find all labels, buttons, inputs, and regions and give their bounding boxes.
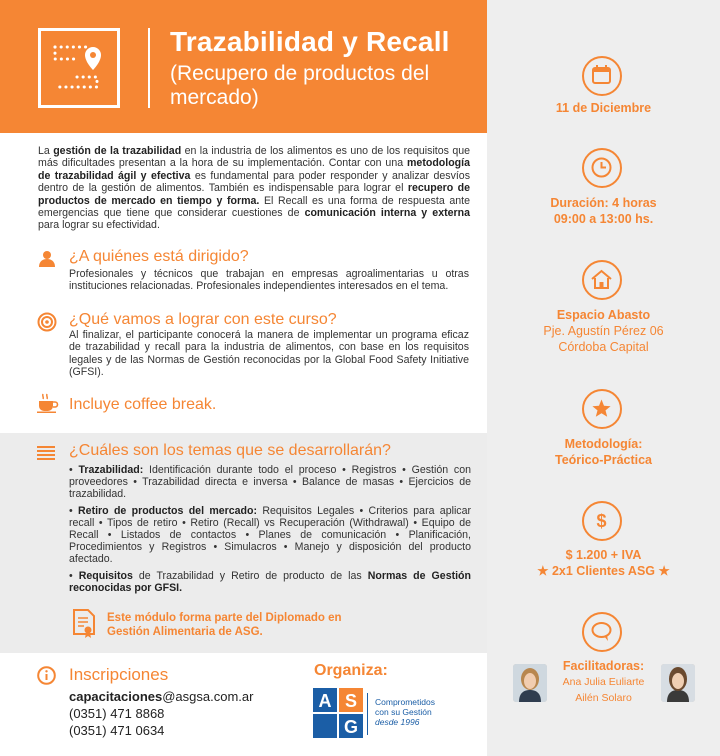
target-icon: [37, 312, 57, 332]
event-date: 11 de Diciembre: [555, 101, 652, 115]
coffee-break-note: Incluye coffee break.: [69, 396, 217, 413]
contact-phone-1[interactable]: (0351) 471 8868: [69, 706, 165, 721]
event-price: $ 1.200 + IVA ★ 2x1 Clientes ASG ★: [537, 548, 670, 578]
goal-body: Al finalizar, el participante conocerá la manera de implementar un programa eficaz de trazabilidad y recall para la industria de alimentos, con base en los requisitos legales y de las Normas de Gestión reconocidas por la Global Food Safety Initiative (GFSI).: [69, 329, 469, 379]
event-methodology: Metodología: Teórico-Práctica: [554, 437, 653, 467]
home-icon: [582, 260, 622, 300]
person-icon: [38, 250, 56, 268]
chat-icon: [582, 612, 622, 652]
info-sidebar: [487, 0, 720, 756]
facilitator-1-avatar: [513, 664, 547, 702]
asg-divider: [367, 693, 368, 735]
facilitator-2-avatar: [661, 664, 695, 702]
list-icon: [37, 446, 55, 460]
dollar-icon: [582, 501, 622, 541]
route-icon: [38, 28, 120, 108]
clock-icon: [582, 148, 622, 188]
info-icon: [37, 666, 56, 685]
diploma-note: Este módulo forma parte del Diplomado en Gestión Alimentaria de ASG.: [107, 612, 342, 638]
audience-title: ¿A quiénes está dirigido?: [69, 248, 249, 265]
audience-body: Profesionales y técnicos que trabajan en empresas agroalimentarias u otras instituciones relacionadas. Profesionales independientes interesados en el tema.: [69, 268, 469, 293]
event-venue: Espacio Abasto Pje. Agustín Pérez 06 Córdoba Capital: [543, 308, 664, 354]
inscripciones-title: Inscripciones: [69, 665, 169, 684]
facilitators: Facilitadoras: Ana Julia Euliarte Ailén Solaro: [562, 659, 645, 704]
asg-logo: [313, 688, 365, 740]
header-banner: [0, 0, 487, 133]
topic-item: • Trazabilidad: Identificación durante todo el proceso • Registros • Gestión con proveedores • Trazabilidad directa e inversa • Balance de masas • Ejercicios de trazabilidad.: [69, 464, 471, 501]
asg-tagline: Comprometidos con su Gestión desde 1996: [375, 697, 435, 727]
contact-phone-2[interactable]: (0351) 471 0634: [69, 723, 165, 738]
topics-list: [69, 464, 471, 598]
goal-title: ¿Qué vamos a lograr con este curso?: [69, 311, 337, 328]
calendar-icon: [582, 56, 622, 96]
topics-title: ¿Cuáles son los temas que se desarrollarán?: [69, 442, 391, 459]
organiza-label: Organiza:: [314, 662, 388, 679]
coffee-icon: [37, 393, 59, 413]
intro-paragraph: La gestión de la trazabilidad en la industria de los alimentos es uno de los requisitos que más dificultades presentan a la hora de su implementación. Contar con una metodología de trazabilidad ágil y efectiva es fundamental para poder responder y analizar desvíos dentro de la gestión de alimentos. También es indispensable para lograr el recupero de productos de mercado en tiempo y forma. El Recall es una forma de respuesta ante emergencias que tiene que considerar cuestiones de comunicación interna y externa para lograr su efectividad.: [38, 145, 471, 232]
certificate-icon: [72, 608, 96, 638]
topic-item: • Retiro de productos del mercado: Requisitos Legales • Criterios para aplicar recall • Tipos de retiro • Retiro (Recall) vs Recuperación (Withdrawal) • Equipo de Recall • Listados de contactos • Planes de comunicación • Planificación, Procedimientos y Registros • Simulacros • Manejo y disposición del producto afectado.: [69, 504, 472, 566]
event-duration: Duración: 4 horas 09:00 a 13:00 hs.: [550, 196, 657, 226]
contact-email[interactable]: capacitaciones@asgsa.com.ar: [69, 689, 254, 704]
asg-letter: S: [344, 691, 358, 711]
page-subtitle: (Recupero de productos del mercado): [170, 62, 430, 109]
svg-text:$: $: [596, 511, 607, 531]
header-divider: [148, 28, 150, 108]
star-icon: [582, 389, 622, 429]
asg-letter: G: [343, 717, 359, 737]
topic-item: • Requisitos de Trazabilidad y Retiro de producto de las Normas de Gestión reconocidas por GFSI.: [69, 569, 471, 594]
asg-letter: A: [318, 691, 332, 711]
page-title: Trazabilidad y Recall: [170, 26, 450, 57]
